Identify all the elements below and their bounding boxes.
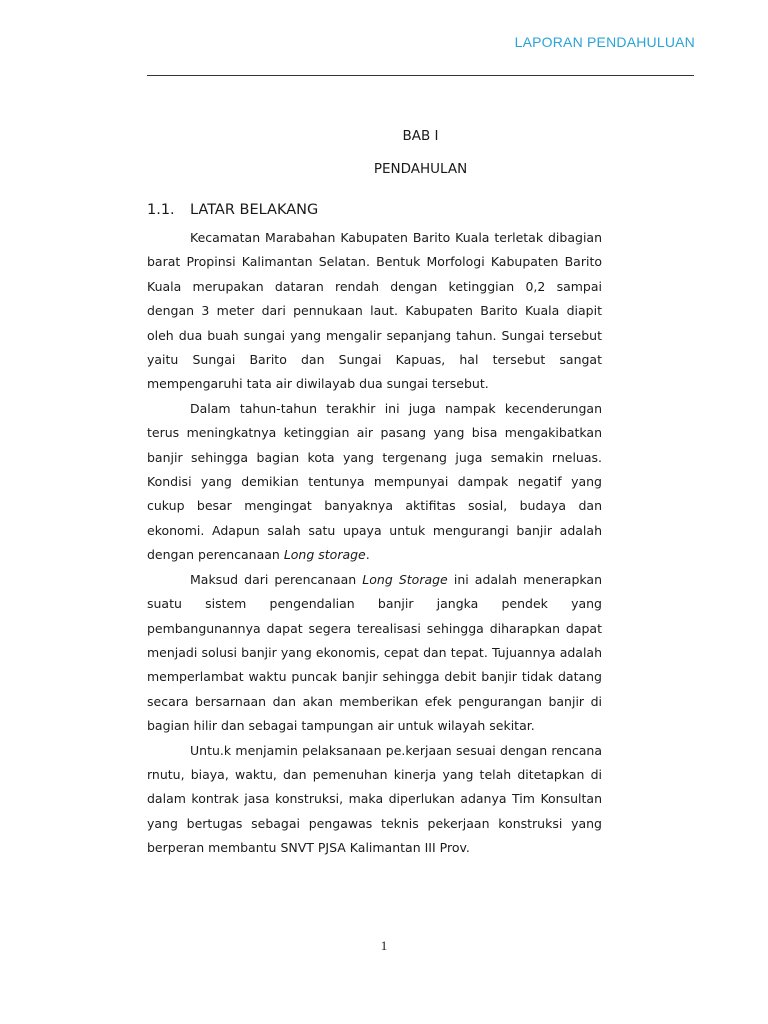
paragraph-2 xyxy=(147,397,602,568)
paragraph-3-text: ini adalah menerapkan suatu sistem pengendalian banjir jangka pendek yang pembangunannya dapat segera terealisasi sehingga diharapkan dapat menjadi solusi banjir yang ekonomis, cepat dan tepat. Tujuannya adalah memperlambat waktu puncak banjir sehingga debit banjir tidak datang secara bersarnaan dan akan memberikan efek pengurangan banjir di bagian hilir dan sebagai tampungan air untuk wilayah sekitar. xyxy=(147,571,602,734)
paragraph-3-italic-term: Long Storage xyxy=(362,571,448,587)
page-number: 1 xyxy=(380,938,388,953)
paragraph-1: Kecamatan Marabahan Kabupaten Barito Kuala terletak dibagian barat Propinsi Kalimantan Selatan. Bentuk Morfologi Kabupaten Barito Kuala merupakan dataran rendah dengan ketinggian 0,2 sampai dengan 3 meter dari pennukaan laut. Kabupaten Barito Kuala diapit oleh dua buah sungai yang mengalir sepanjang tahun. Sungai tersebut yaitu Sungai Barito dan Sungai Kapuas, hal tersebut sangat mempengaruhi tata air diwilayab dua sungai tersebut. xyxy=(147,230,602,392)
header-divider xyxy=(147,75,694,76)
chapter-heading xyxy=(147,120,694,186)
report-header-title: LAPORAN PENDAHULUAN xyxy=(514,34,695,50)
paragraph-3 xyxy=(147,568,602,739)
section-title: LATAR BELAKANG xyxy=(190,202,319,218)
paragraph-3-start: Maksud dari perencanaan xyxy=(190,571,363,587)
paragraph-2-end: . xyxy=(365,547,370,563)
chapter-label: BAB I xyxy=(402,128,439,144)
paragraph-2-text: Dalam tahun-tahun terakhir ini juga nampak kecenderungan terus meningkatnya ketinggian air pasang yang bisa mengakibatkan banjir sehingga bagian kota yang tergenang juga semakin rneluas. Kondisi yang demikian tentunya mempunyai dampak negatif yang cukup besar mengingat banyaknya aktifitas sosial, budaya dan ekonomi. Adapun salah satu upaya untuk mengurangi banjir adalah dengan perencanaan xyxy=(147,400,602,563)
section-heading xyxy=(147,202,694,224)
paragraph-2-italic-term: Long storage xyxy=(283,547,366,563)
body-text xyxy=(147,226,602,861)
section-number: 1.1. xyxy=(147,202,175,218)
paragraph-4: Untu.k menjamin pelaksanaan pe.kerjaan sesuai dengan rencana rnutu, biaya, waktu, dan pemenuhan kinerja yang telah ditetapkan di dalam kontrak jasa konstruksi, maka diperlukan adanya Tim Konsultan yang bertugas sebagai pengawas teknis pekerjaan konstruksi yang berperan membantu SNVT PJSA Kalimantan III Prov. xyxy=(147,742,602,856)
chapter-title: PENDAHULAN xyxy=(373,161,468,177)
